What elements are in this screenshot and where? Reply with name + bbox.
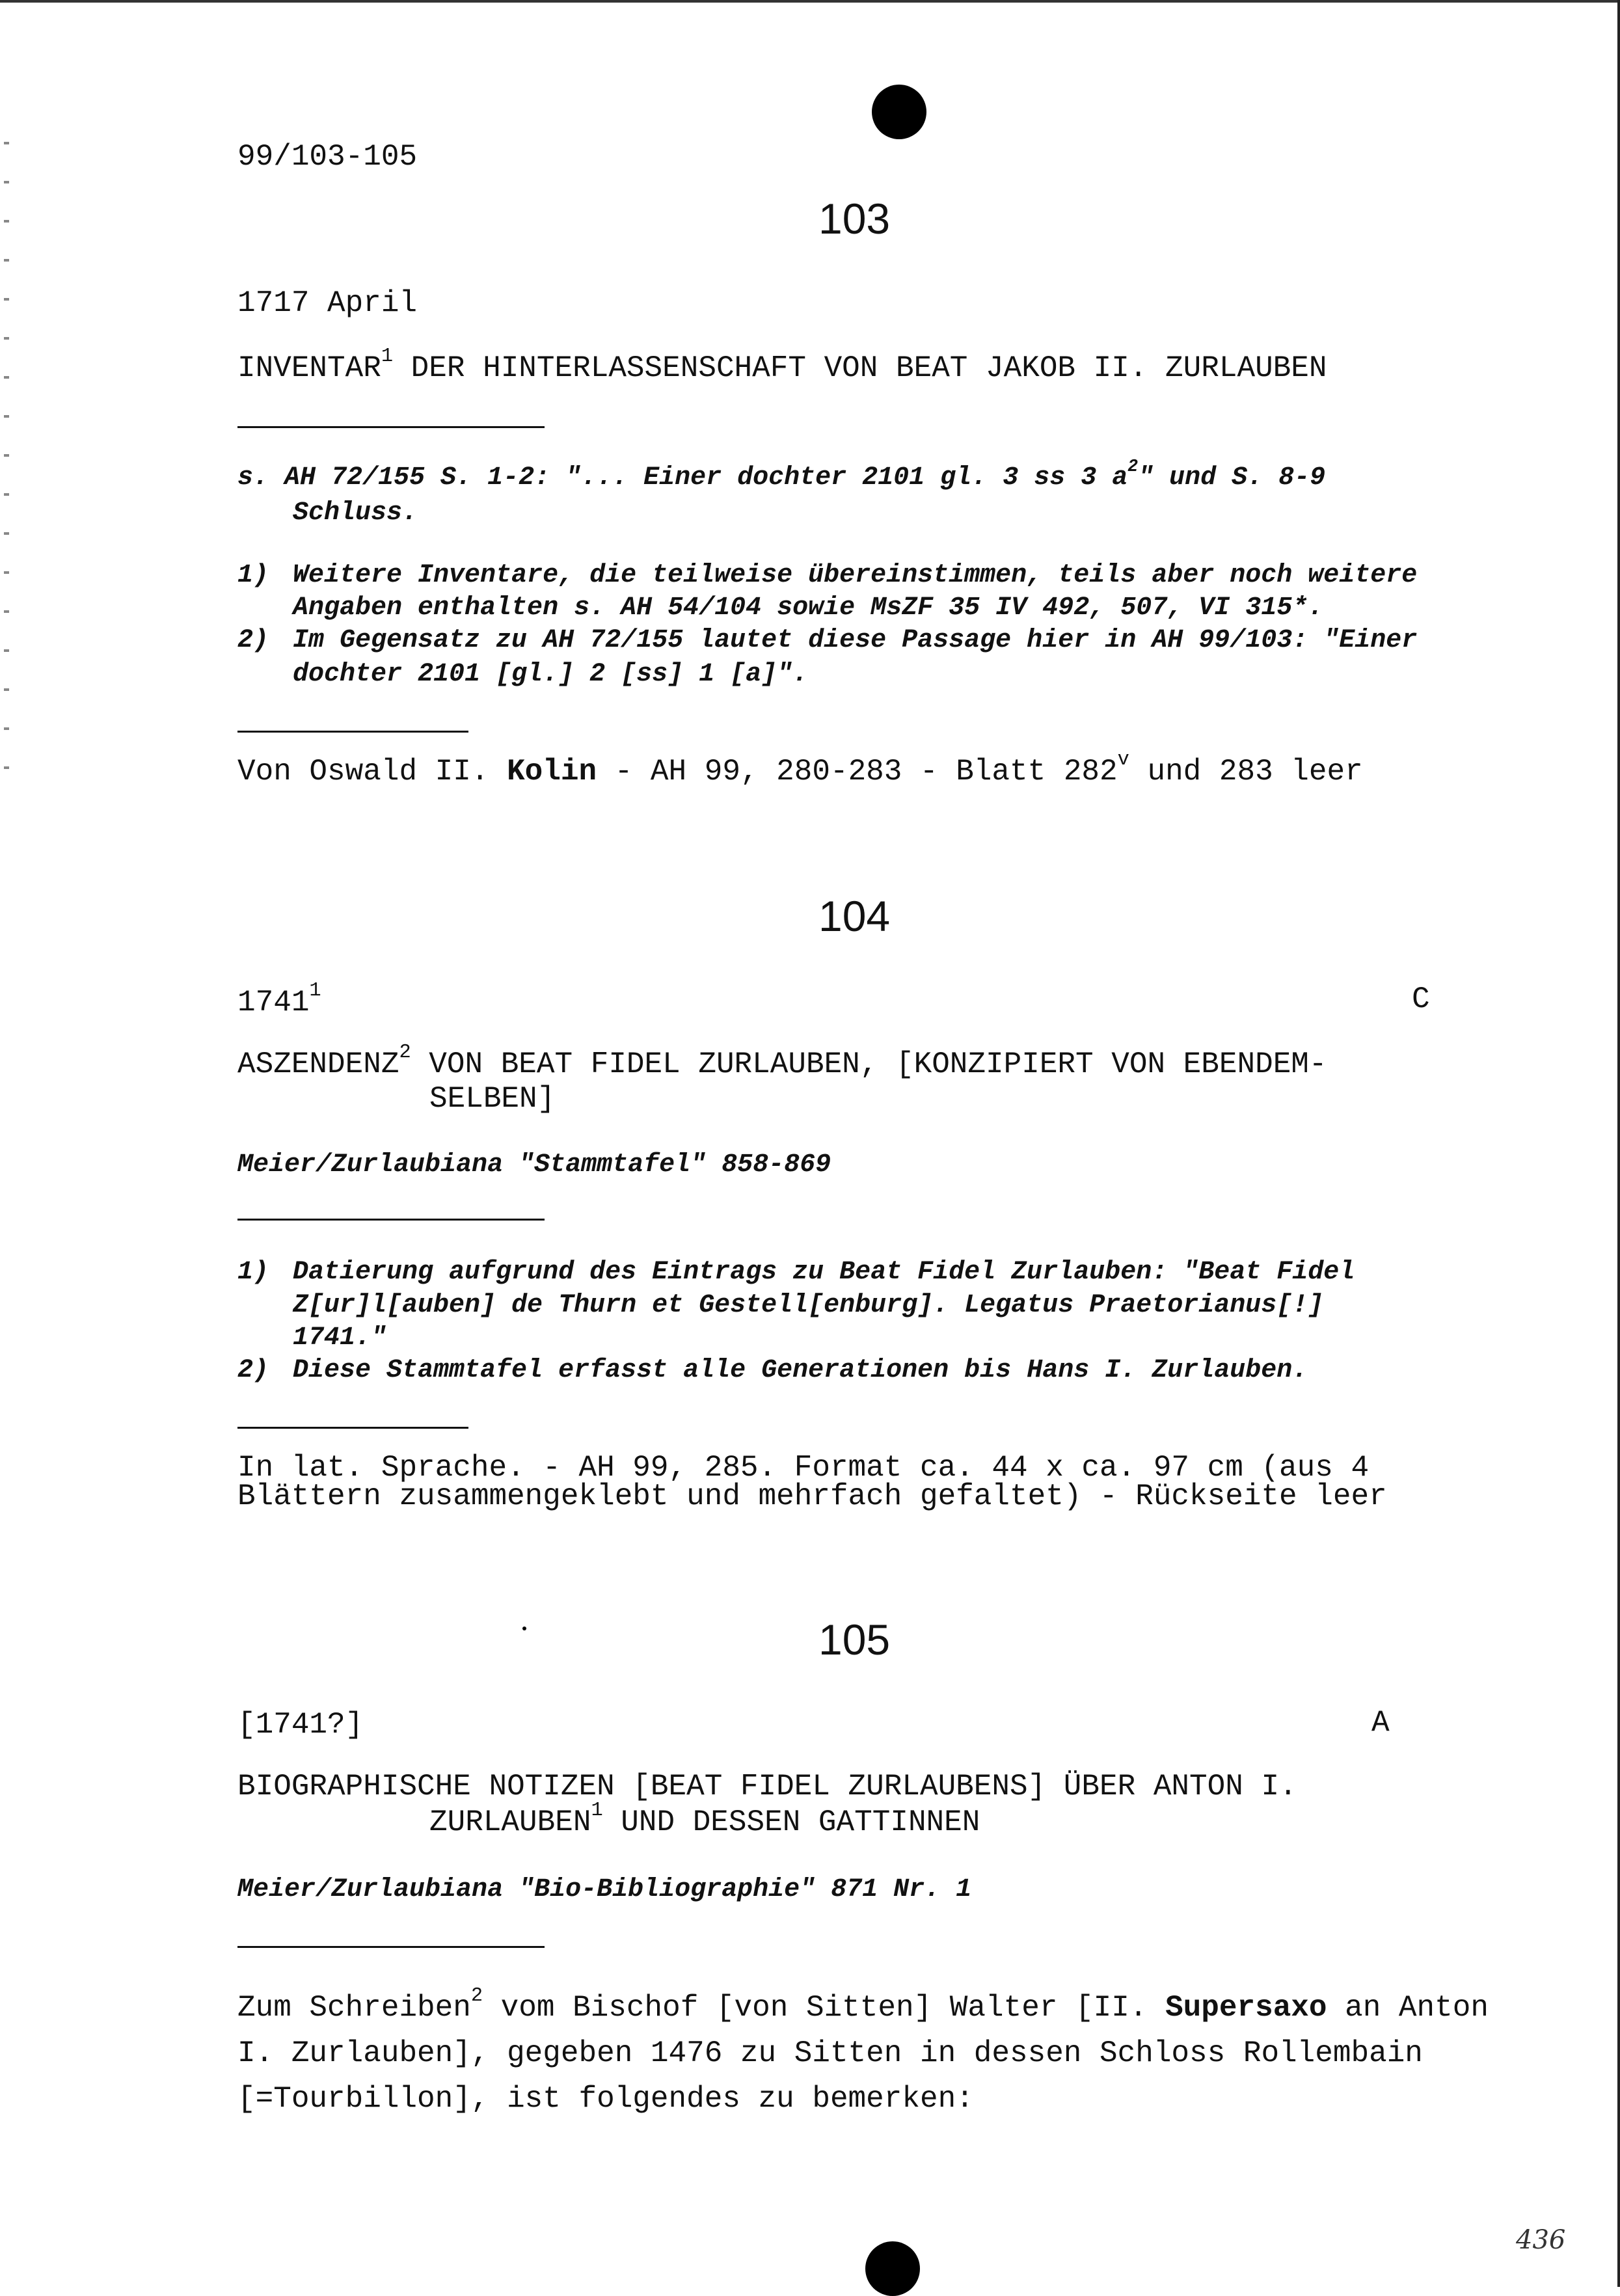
entry-104-footnote-1-line-2: Z[ur]l[auben] de Thurn et Gestell[enburg]. Legatus Praetorianus[!] [293,1291,1324,1320]
entry-104-title-line-2: SELBEN] [429,1082,556,1116]
entry-105-grade: A [1371,1706,1390,1740]
entry-103-number: 103 [818,195,891,243]
entry-103-date: 1717 April [237,286,418,320]
entry-104-description-line-1: In lat. Sprache. - AH 99, 285. Format ca. 44 x ca. 97 cm (aus 4 [237,1451,1370,1485]
entry-105-body-line-2: I. Zurlauben], gegeben 1476 zu Sitten in dessen Schloss Rollembain [237,2036,1423,2070]
entry-104-number: 104 [818,892,891,940]
entry-104-footnote-1-number: 1) [237,1258,269,1287]
entry-105-divider [237,1946,545,1948]
entry-103-footnote-2-number: 2) [237,626,269,655]
entry-103-title: INVENTAR$^1$ DER HINTERLASSENSCHAFT VON BEAT JAKOB II. ZURLAUBEN [237,345,1327,385]
scan-top-edge [0,0,1620,3]
entry-103-footnote-1-line-1: Weitere Inventare, die teilweise übereinstimmen, teils aber noch weitere [293,561,1418,590]
entry-105-date: [1741?] [237,1708,364,1742]
entry-103-divider-1 [237,426,545,428]
entry-103-reference-line-2: Schluss. [293,498,418,528]
entry-104-divider-2 [237,1427,468,1429]
speck [522,1627,526,1630]
entry-105-number: 105 [818,1615,891,1664]
entry-103-footnote-1-number: 1) [237,561,269,590]
page-reference: 99/103-105 [237,140,418,174]
entry-103-divider-2 [237,731,468,733]
punch-hole-bottom [865,2241,920,2296]
entry-104-reference: Meier/Zurlaubiana "Stammtafel" 858-869 [237,1150,831,1180]
entry-104-footnote-2-number: 2) [237,1356,269,1385]
entry-105-title-line-2: ZURLAUBEN$^1$ UND DESSEN GATTINNEN [429,1800,980,1839]
entry-104-footnote-2: Diese Stammtafel erfasst alle Generationen bis Hans I. Zurlauben. [293,1356,1308,1385]
entry-104-divider-1 [237,1219,545,1221]
entry-104-date: 1741$^1$ [237,980,321,1020]
entry-105-body-line-1: Zum Schreiben$^2$ vom Bischof [von Sitten] Walter [II. Supersaxo an Anton [237,1985,1489,2025]
entry-104-grade: C [1412,982,1430,1016]
punch-hole-top [872,85,926,139]
handwritten-page-number: 436 [1516,2225,1566,2255]
entry-105-title-line-1: BIOGRAPHISCHE NOTIZEN [BEAT FIDEL ZURLAUBENS] ÜBER ANTON I. [237,1770,1297,1803]
scan-right-edge [1617,0,1620,2287]
scan-left-margin-marks [4,130,9,781]
entry-104-footnote-1-line-1: Datierung aufgrund des Eintrags zu Beat Fidel Zurlauben: "Beat Fidel [293,1258,1355,1287]
entry-104-title-line-1: ASZENDENZ$^2$ VON BEAT FIDEL ZURLAUBEN, [KONZIPIERT VON EBENDEM- [237,1042,1327,1081]
entry-103-footnote-1-line-2: Angaben enthalten s. AH 54/104 sowie MsZF 35 IV 492, 507, VI 315*. [293,593,1324,623]
entry-103-source: Von Oswald II. Kolin - AH 99, 280-283 - Blatt 282$^v$ und 283 leer [237,749,1363,789]
entry-104-footnote-1-line-3: 1741." [293,1323,387,1353]
entry-103-reference-line-1: s. AH 72/155 S. 1-2: "... Einer dochter 2101 gl. 3 ss 3 $a^2$" und S. 8-9 [237,457,1326,493]
entry-105-reference: Meier/Zurlaubiana "Bio-Bibliographie" 871 Nr. 1 [237,1875,972,1904]
entry-103-footnote-2-line-2: dochter 2101 [gl.] 2 [ss] 1 [a]". [293,660,809,689]
entry-103-footnote-2-line-1: Im Gegensatz zu AH 72/155 lautet diese Passage hier in AH 99/103: "Einer [293,626,1418,655]
entry-104-description-line-2: Blättern zusammengeklebt und mehrfach gefaltet) - Rückseite leer [237,1479,1387,1513]
entry-105-body-line-3: [=Tourbillon], ist folgendes zu bemerken: [237,2082,974,2116]
